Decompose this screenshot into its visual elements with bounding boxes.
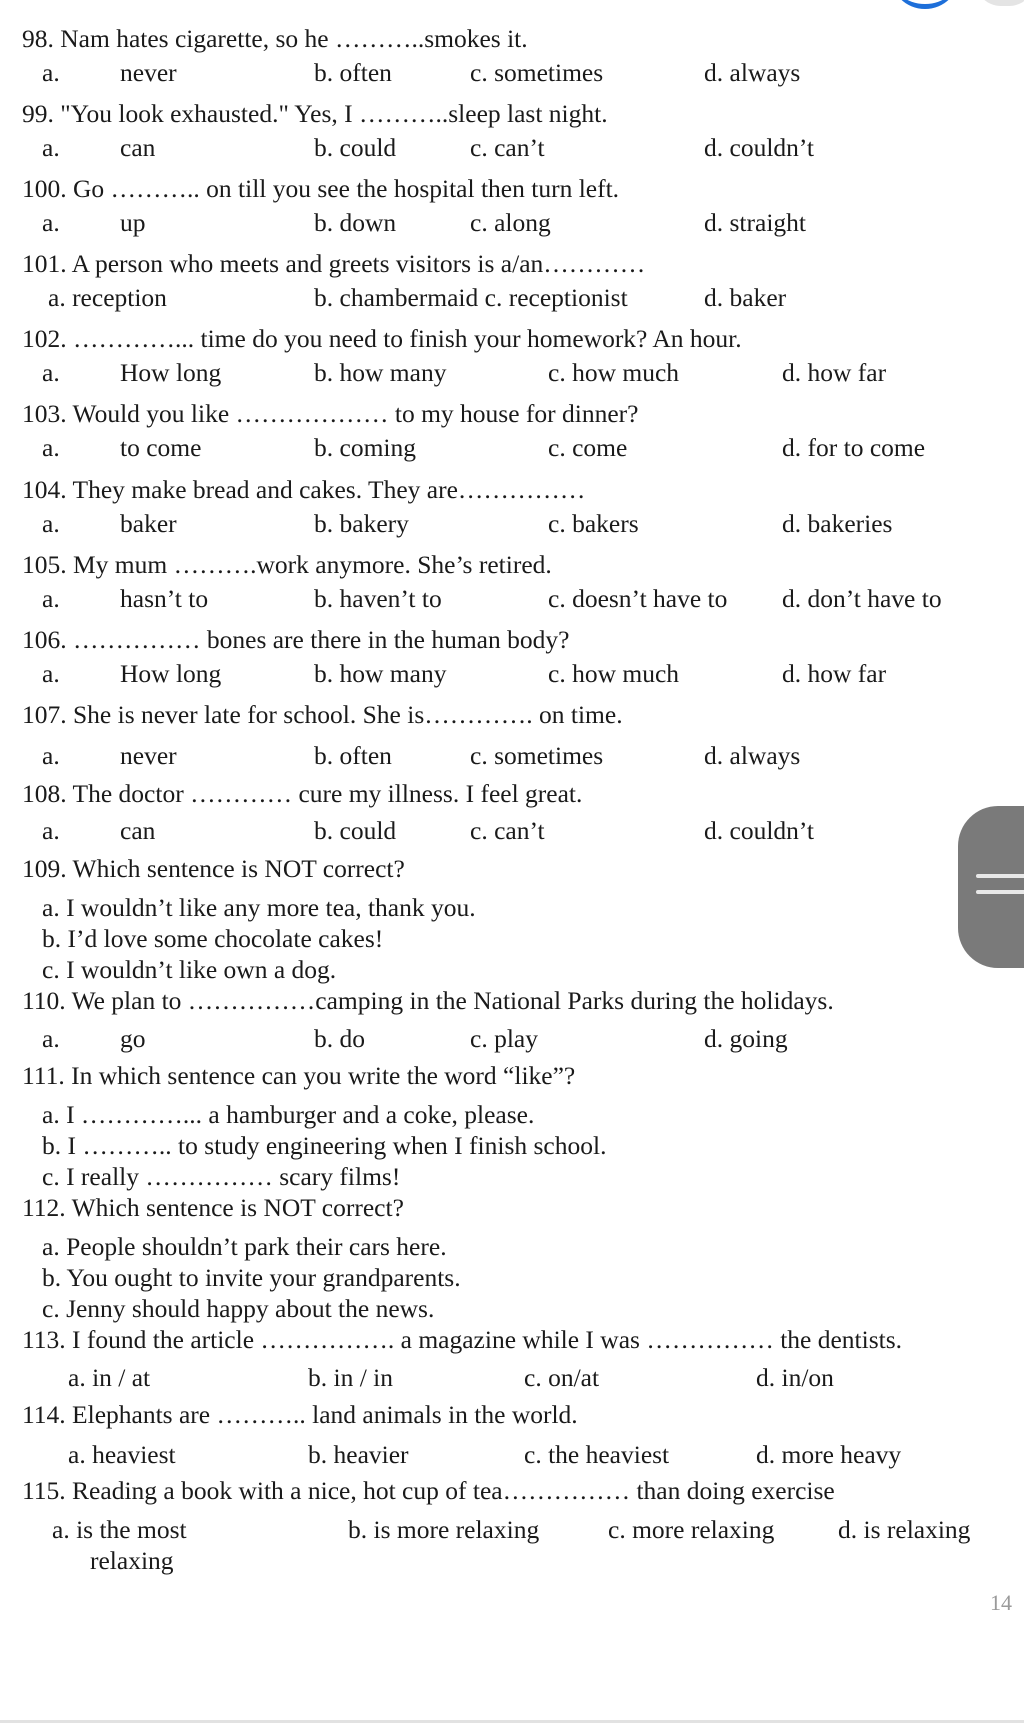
question-111: 111. In which sentence can you write the word “like”? (22, 1061, 576, 1090)
option-112-b: b. You ought to invite your grandparents. (42, 1263, 461, 1292)
option-101-d: d. baker (704, 283, 787, 312)
option-115-b: b. is more relaxing (348, 1515, 540, 1544)
option-113-c: c. on/at (524, 1363, 600, 1392)
option-108-d: d. couldn’t (704, 816, 815, 845)
option-105-a-text: hasn’t to (120, 584, 209, 613)
option-98-a: a. (42, 58, 60, 87)
option-111-b: b. I ……….. to study engineering when I finish school. (42, 1131, 607, 1160)
handle-grip-line-bottom (976, 890, 1024, 894)
question-103: 103. Would you like ……………… to my house for dinner? (22, 399, 639, 428)
option-107-a: a. (42, 741, 60, 770)
option-108-c: c. can’t (470, 816, 545, 845)
option-103-b: b. coming (314, 433, 416, 462)
question-104: 104. They make bread and cakes. They are…………… (22, 475, 586, 504)
question-99: 99. "You look exhausted." Yes, I ………..sleep last night. (22, 99, 608, 128)
question-109: 109. Which sentence is NOT correct? (22, 854, 405, 883)
question-107: 107. She is never late for school. She is…………. on time. (22, 700, 623, 729)
option-107-c: c. sometimes (470, 741, 604, 770)
option-99-c: c. can’t (470, 133, 545, 162)
question-113: 113. I found the article ……………. a magazine while I was …………… the dentists. (22, 1325, 903, 1354)
side-scroll-handle[interactable] (958, 806, 1024, 968)
option-98-a-text: never (120, 58, 177, 87)
question-98: 98. Nam hates cigarette, so he ………..smokes it. (22, 24, 528, 53)
option-104-d: d. bakeries (782, 509, 893, 538)
option-114-c: c. the heaviest (524, 1440, 670, 1469)
option-101-a: a. reception (48, 283, 167, 312)
option-108-a-text: can (120, 816, 156, 845)
option-106-a-text: How long (120, 659, 222, 688)
option-100-b: b. down (314, 208, 397, 237)
option-103-c: c. come (548, 433, 628, 462)
option-102-a-text: How long (120, 358, 222, 387)
option-110-c: c. play (470, 1024, 538, 1053)
top-edge-arc (890, 0, 960, 9)
option-99-a-text: can (120, 133, 156, 162)
option-102-c: c. how much (548, 358, 680, 387)
option-104-c: c. bakers (548, 509, 639, 538)
option-102-a: a. (42, 358, 60, 387)
option-114-a: a. heaviest (68, 1440, 176, 1469)
option-102-b: b. how many (314, 358, 447, 387)
option-115-d: d. is relaxing (838, 1515, 971, 1544)
option-99-d: d. couldn’t (704, 133, 815, 162)
option-103-a-text: to come (120, 433, 202, 462)
option-107-b: b. often (314, 741, 392, 770)
option-107-d: d. always (704, 741, 801, 770)
question-102: 102. …………... time do you need to finish your homework? An hour. (22, 324, 742, 353)
option-109-a: a. I wouldn’t like any more tea, thank you. (42, 893, 476, 922)
option-105-a: a. (42, 584, 60, 613)
option-104-a: a. (42, 509, 60, 538)
question-101: 101. A person who meets and greets visitors is a/an………… (22, 249, 646, 278)
option-100-a-text: up (120, 208, 146, 237)
option-99-a: a. (42, 133, 60, 162)
option-98-d: d. always (704, 58, 801, 87)
handle-grip-line-top (976, 874, 1024, 878)
option-106-a: a. (42, 659, 60, 688)
question-106: 106. …………… bones are there in the human body? (22, 625, 570, 654)
option-112-c: c. Jenny should happy about the news. (42, 1294, 435, 1323)
option-115-a: a. is the most (52, 1515, 187, 1544)
option-100-d: d. straight (704, 208, 806, 237)
option-109-b: b. I’d love some chocolate cakes! (42, 924, 384, 953)
option-111-c: c. I really …………… scary films! (42, 1162, 401, 1191)
option-100-c: c. along (470, 208, 551, 237)
option-109-c: c. I wouldn’t like own a dog. (42, 955, 337, 984)
option-110-a: a. (42, 1024, 60, 1053)
option-103-d: d. for to come (782, 433, 926, 462)
option-98-b: b. often (314, 58, 392, 87)
page-number: 14 (990, 1590, 1012, 1615)
option-100-a: a. (42, 208, 60, 237)
question-112: 112. Which sentence is NOT correct? (22, 1193, 404, 1222)
option-105-d: d. don’t have to (782, 584, 942, 613)
option-108-b: b. could (314, 816, 397, 845)
option-115-c: c. more relaxing (608, 1515, 775, 1544)
option-112-a: a. People shouldn’t park their cars here. (42, 1232, 447, 1261)
option-99-b: b. could (314, 133, 397, 162)
top-edge-shape (975, 0, 1024, 6)
option-105-c: c. doesn’t have to (548, 584, 728, 613)
option-110-a-text: go (120, 1024, 146, 1053)
option-103-a: a. (42, 433, 60, 462)
question-100: 100. Go ……….. on till you see the hospital then turn left. (22, 174, 620, 203)
option-106-d: d. how far (782, 659, 887, 688)
option-102-d: d. how far (782, 358, 887, 387)
question-108: 108. The doctor ………… cure my illness. I feel great. (22, 779, 583, 808)
option-106-c: c. how much (548, 659, 680, 688)
question-110: 110. We plan to ……………camping in the National Parks during the holidays. (22, 986, 834, 1015)
question-114: 114. Elephants are ……….. land animals in the world. (22, 1400, 578, 1429)
option-113-a: a. in / at (68, 1363, 151, 1392)
option-113-d: d. in/on (756, 1363, 834, 1392)
option-114-b: b. heavier (308, 1440, 409, 1469)
option-98-c: c. sometimes (470, 58, 604, 87)
option-101-b-c: b. chambermaid c. receptionist (314, 283, 628, 312)
option-104-b: b. bakery (314, 509, 409, 538)
option-110-b: b. do (314, 1024, 365, 1053)
option-105-b: b. haven’t to (314, 584, 442, 613)
question-115: 115. Reading a book with a nice, hot cup of tea…………… than doing exercise (22, 1476, 835, 1505)
option-110-d: d. going (704, 1024, 788, 1053)
question-105: 105. My mum ……….work anymore. She’s retired. (22, 550, 552, 579)
option-113-b: b. in / in (308, 1363, 394, 1392)
option-115-a-wrap: relaxing (90, 1546, 174, 1575)
option-114-d: d. more heavy (756, 1440, 902, 1469)
option-107-a-text: never (120, 741, 177, 770)
option-106-b: b. how many (314, 659, 447, 688)
option-108-a: a. (42, 816, 60, 845)
option-111-a: a. I …………... a hamburger and a coke, please. (42, 1100, 535, 1129)
option-104-a-text: baker (120, 509, 177, 538)
bottom-divider (0, 1720, 1024, 1723)
